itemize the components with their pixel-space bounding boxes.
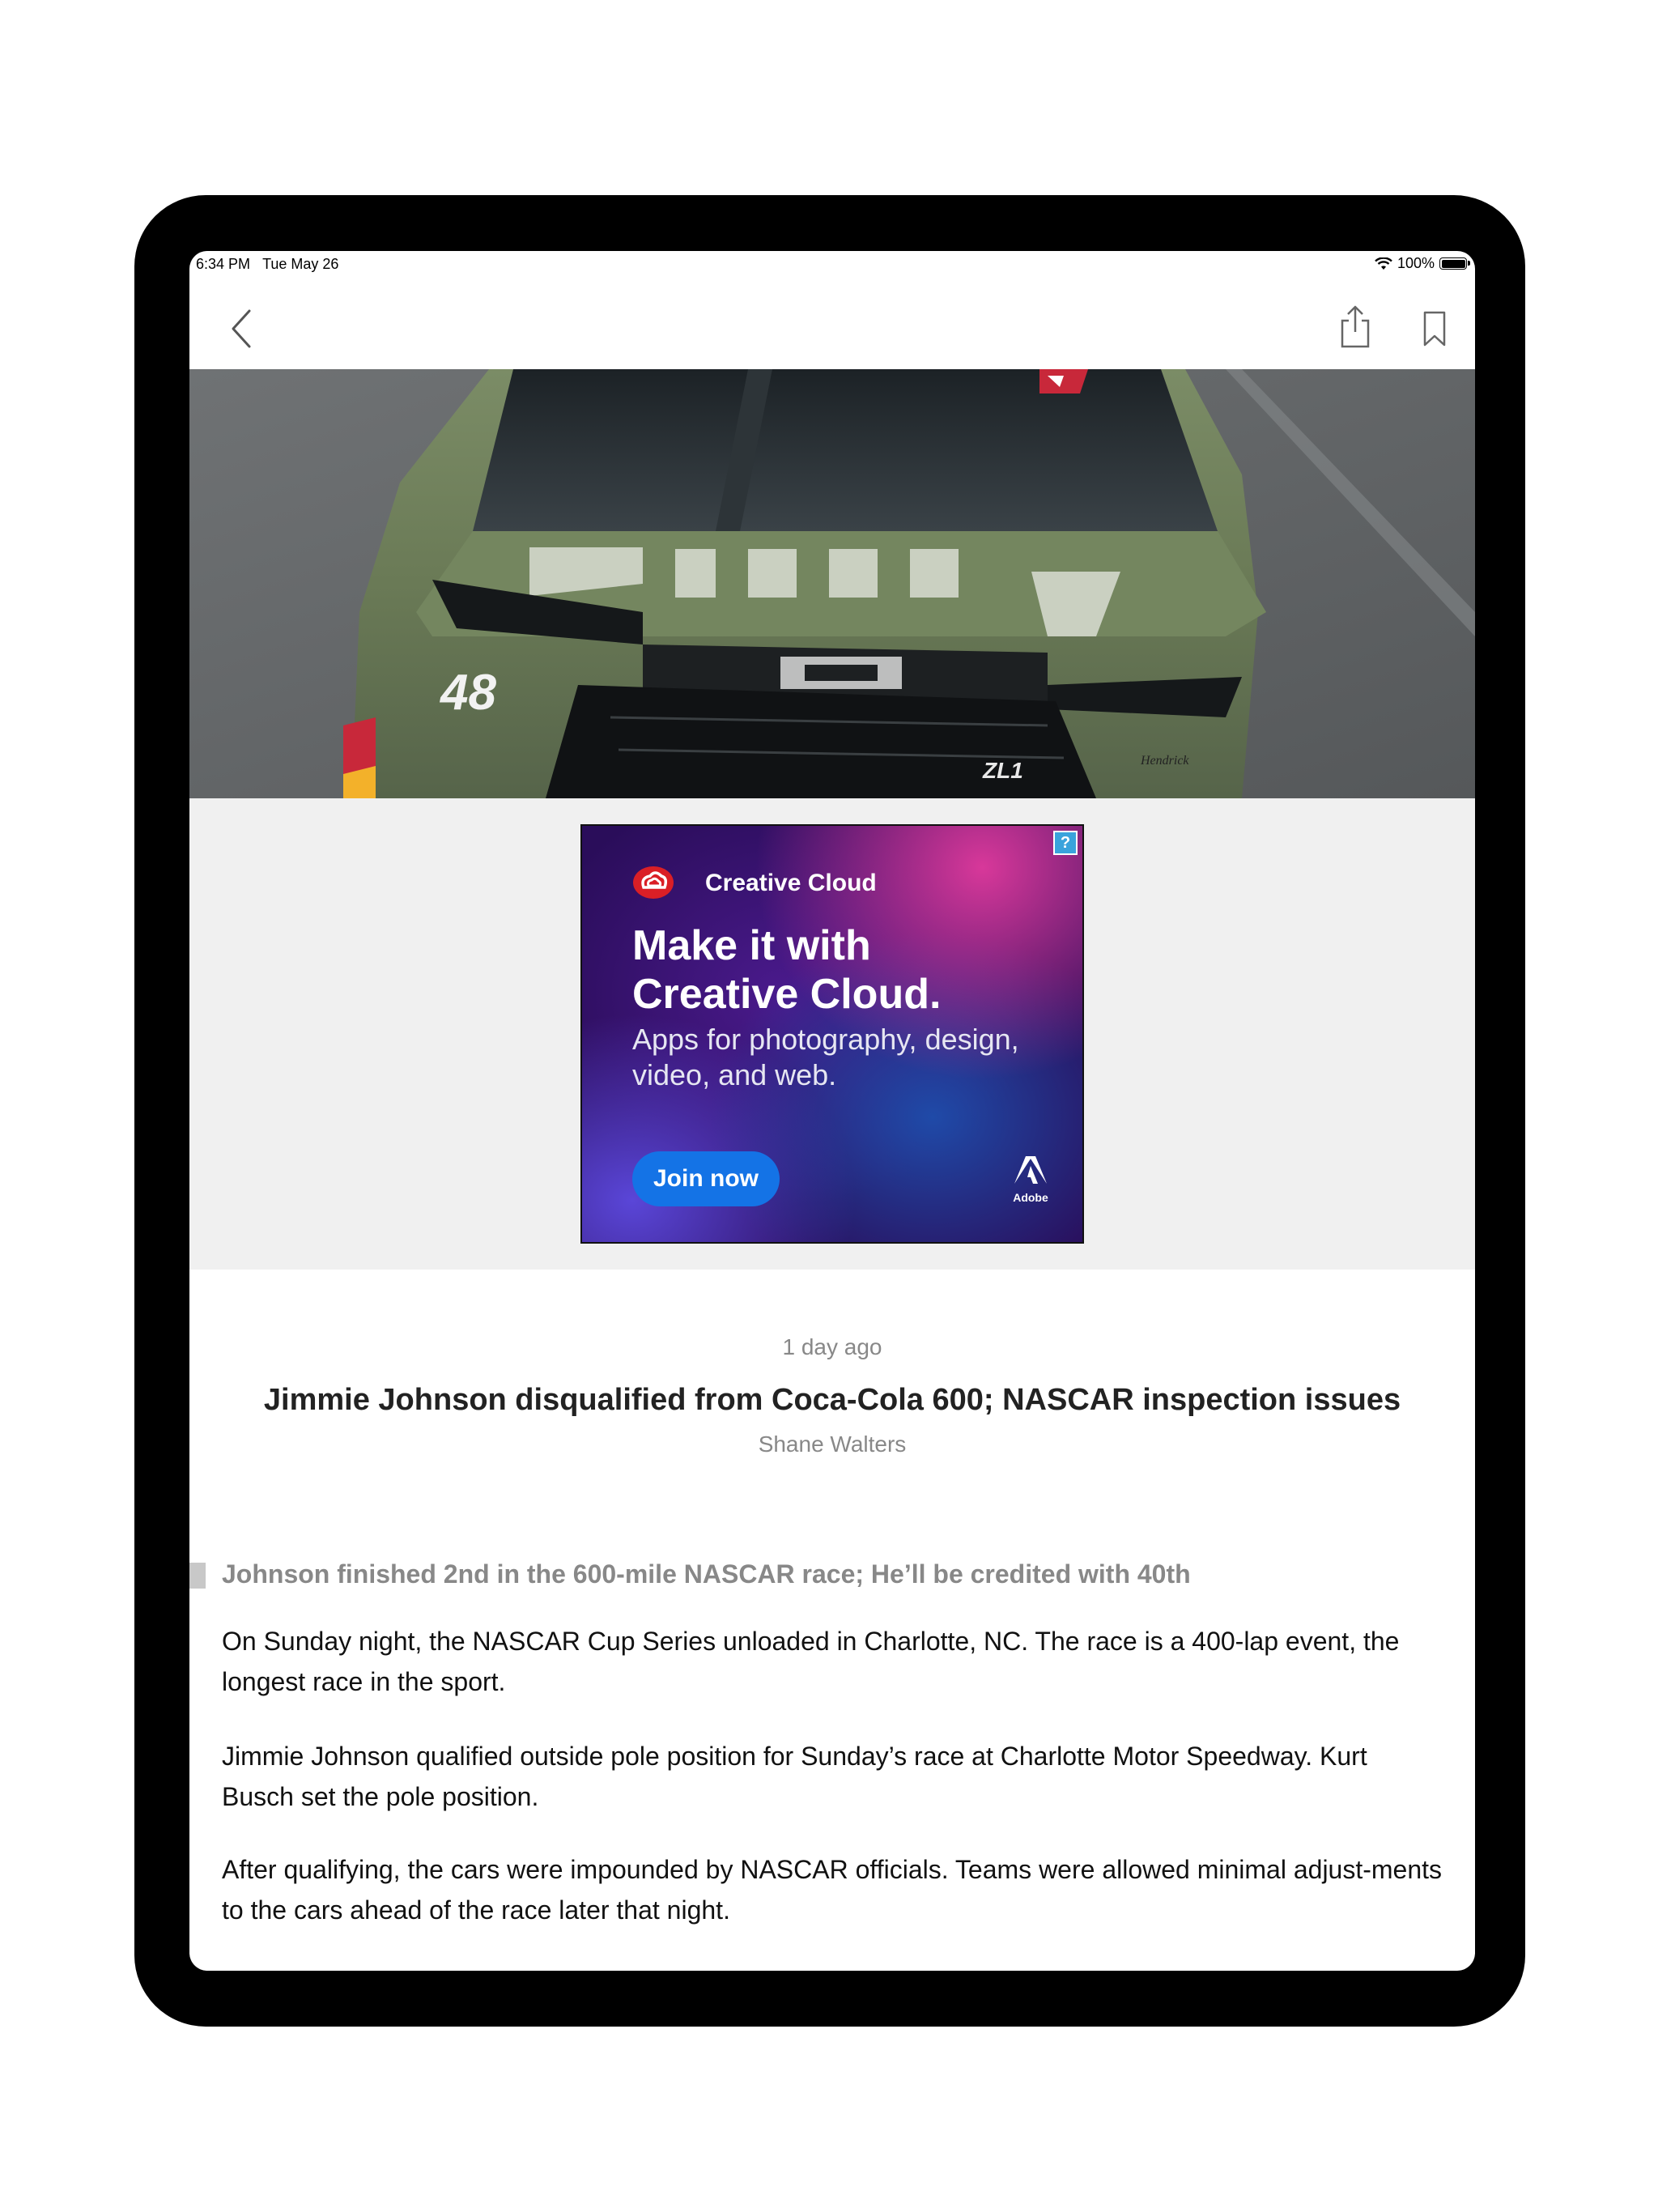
article-author[interactable]: Shane Walters — [758, 1431, 907, 1457]
pull-quote-bar — [189, 1563, 206, 1589]
article-paragraph: On Sunday night, the NASCAR Cup Series unloaded in Charlotte, NC. The race is a 400-lap event, the longest race in the sport. — [222, 1627, 1400, 1696]
car-number-text: 48 — [440, 665, 496, 721]
back-button[interactable] — [225, 304, 257, 353]
screen — [189, 251, 1475, 1971]
article-timestamp: 1 day ago — [782, 1334, 882, 1359]
status-bar — [189, 251, 1475, 279]
hero-image — [189, 369, 1475, 798]
status-time — [196, 256, 338, 273]
adobe-label: Adobe — [1013, 1191, 1048, 1204]
nav-bar — [189, 279, 1475, 369]
status-time-text: 6:34 PM — [196, 256, 251, 272]
status-right — [1375, 255, 1467, 272]
ad-headline: Make it with Creative Cloud. — [632, 922, 942, 1018]
adobe-logo — [1011, 1155, 1050, 1203]
battery-icon — [1439, 257, 1467, 270]
battery-fill — [1442, 260, 1465, 268]
battery-percent: 100% — [1397, 255, 1435, 271]
creative-cloud-logo-icon — [632, 865, 674, 900]
article-paragraph: Jimmie Johnson qualified outside pole position for Sunday’s race at Charlotte Motor Speedway. Kurt Busch set the pole position. — [222, 1742, 1367, 1811]
sponsor-text: Hendrick — [1141, 754, 1189, 768]
status-date-text: Tue May 26 — [262, 256, 339, 272]
chevron-left-icon — [225, 304, 257, 353]
share-button[interactable] — [1337, 304, 1373, 350]
join-now-button[interactable]: Join now — [632, 1151, 780, 1206]
ad-area — [189, 798, 1475, 1270]
bookmark-button[interactable] — [1418, 309, 1451, 348]
bookmark-icon — [1418, 309, 1451, 348]
adobe-icon — [1013, 1155, 1048, 1185]
ad-info-button[interactable]: ? — [1053, 831, 1078, 855]
wifi-icon — [1375, 257, 1392, 270]
share-icon — [1337, 304, 1373, 350]
race-car-photo — [189, 369, 1475, 798]
pull-quote: Johnson finished 2nd in the 600-mile NASCAR race; He’ll be credited with 40th — [222, 1559, 1191, 1589]
ad-brand: Creative Cloud — [705, 870, 877, 896]
zl1-badge-text: ZL1 — [983, 758, 1023, 783]
ad-subtext: Apps for photography, design, video, and web. — [632, 1023, 1019, 1091]
creative-cloud-ad[interactable] — [580, 824, 1084, 1244]
article-paragraph: After qualifying, the cars were impounded by NASCAR officials. Teams were allowed minimal adjust-ments to the cars ahead of the race later that night. — [222, 1855, 1443, 1925]
article-headline: Jimmie Johnson disqualified from Coca-Cola 600; NASCAR inspection issues — [263, 1383, 1401, 1417]
